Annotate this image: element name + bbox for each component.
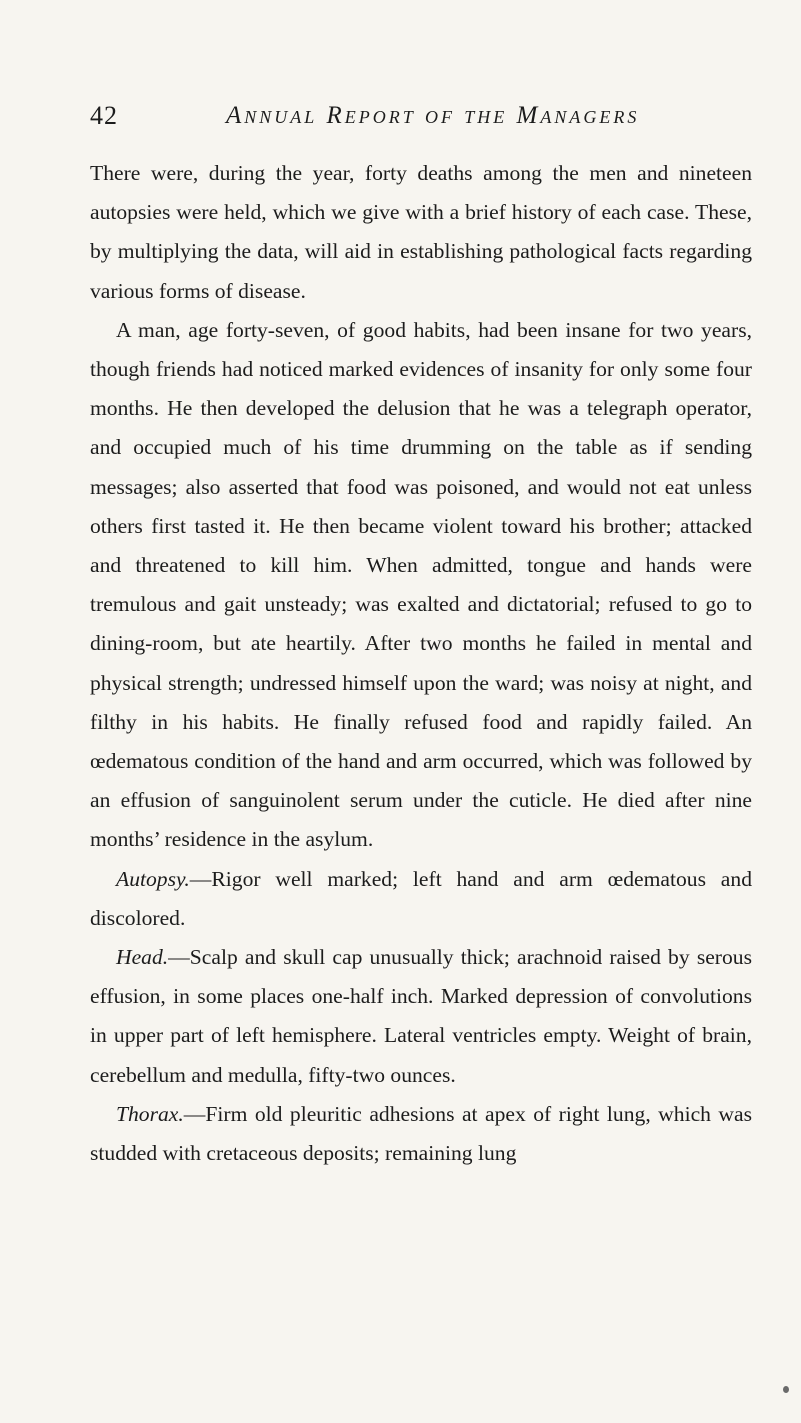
head-paragraph xyxy=(90,938,752,1095)
running-head: Annual Report of the Managers xyxy=(226,102,640,129)
intro-paragraph: There were, during the year, forty deaths among the men and nineteen autopsies were held, which we give with a brief history of each case. These, by multiplying the data, will aid in establishing pathological facts regarding various forms of disease. xyxy=(90,161,752,303)
case-history-paragraph: A man, age forty-seven, of good habits, had been insane for two years, though friends had noticed marked evidences of insanity for only some four months. He then developed the delusion that he was a telegraph operator, and occupied much of his time drumming on the table as if sending messages; also asserted that food was poisoned, and would not eat unless others first tasted it. He then became violent toward his brother; attacked and threatened to kill him. When admitted, tongue and hands were tremulous and gait unsteady; was exalted and dictatorial; refused to go to dining-room, but ate heartily. After two months he failed in mental and physical strength; undressed himself upon the ward; was noisy at night, and filthy in his habits. He finally refused food and rapidly failed. An œdematous condition of the hand and arm occurred, which was followed by an effusion of sanguinolent serum under the cuticle. He died after nine months’ residence in the asylum. xyxy=(90,317,752,852)
head-heading: Head. xyxy=(116,945,169,970)
autopsy-paragraph xyxy=(90,860,752,938)
autopsy-text: —Rigor well marked; left hand and arm œdematous and discolored. xyxy=(90,866,752,930)
page-number: 42 xyxy=(90,101,118,130)
thorax-heading: Thorax. xyxy=(116,1101,184,1126)
body-text xyxy=(90,154,752,1173)
page-header xyxy=(90,96,750,136)
thorax-paragraph xyxy=(90,1095,752,1173)
autopsy-heading: Autopsy. xyxy=(116,866,190,891)
head-text: —Scalp and skull cap unusually thick; arachnoid raised by serous effusion, in some places one-half inch. Marked depression of convolutions in upper part of left hemisphere. Lateral ventricles empty. Weight of brain, cerebellum and medulla, fifty-two ounces. xyxy=(90,945,752,1087)
ink-speck xyxy=(783,1386,789,1393)
thorax-text: —Firm old pleuritic adhesions at apex of right lung, which was studded with cretaceous deposits; remaining lung xyxy=(90,1101,752,1166)
